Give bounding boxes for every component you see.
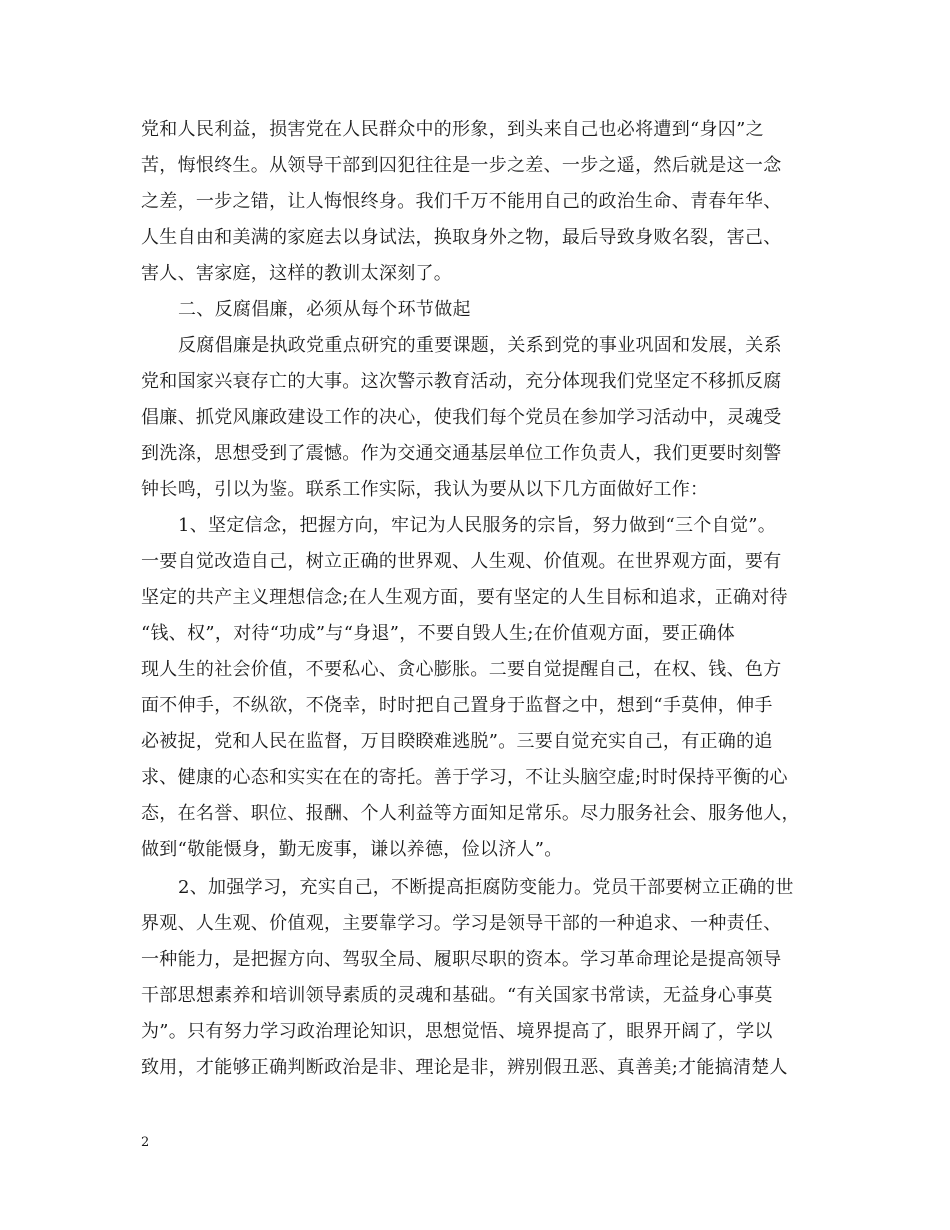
body-text-line: 态，在名誉、职位、报酬、个人利益等方面知足常乐。尽力服务社会、服务他人，	[141, 803, 800, 824]
body-text-line: 害人、害家庭，这样的教训太深刻了。	[141, 263, 453, 284]
body-text-line: 面不伸手，不纵欲，不侥幸，时时把自己置身于监督之中，想到“手莫伸，伸手	[141, 695, 773, 716]
body-text-line: 党和国家兴衰存亡的大事。这次警示教育活动，充分体现我们党坚定不移抓反腐	[141, 371, 782, 392]
body-text-line: 1、坚定信念，把握方向，牢记为人民服务的宗旨，努力做到“三个自觉”。	[178, 515, 777, 536]
body-text-line: 现人生的社会价值，不要私心、贪心膨胀。二要自觉提醒自己，在权、钱、色方	[141, 659, 782, 680]
body-text-line: 做到“敬能慑身，勤无废事，谦以养德，俭以济人”。	[141, 839, 563, 860]
body-text-line: 求、健康的心态和实实在在的寄托。善于学习，不让头脑空虚;时时保持平衡的心	[141, 767, 788, 788]
body-text-line: 致用，才能够正确判断政治是非、理论是非，辨别假丑恶、真善美;才能搞清楚人	[141, 1057, 788, 1078]
body-text-line: 界观、人生观、价值观，主要靠学习。学习是领导干部的一种追求、一种责任、	[141, 913, 782, 934]
body-text-line: 必被捉，党和人民在监督，万目睽睽难逃脱”。三要自觉充实自己，有正确的追	[141, 731, 773, 752]
body-text-line: 倡廉、抓党风廉政建设工作的决心，使我们每个党员在参加学习活动中，灵魂受	[141, 407, 782, 428]
body-text-line: 反腐倡廉是执政党重点研究的重要课题，关系到党的事业巩固和发展，关系	[178, 335, 782, 356]
body-text-line: 到洗涤，思想受到了震憾。作为交通交通基层单位工作负责人，我们更要时刻警	[141, 443, 782, 464]
section-heading: 二、反腐倡廉，必须从每个环节做起	[178, 299, 471, 320]
page-number: 2	[141, 1135, 150, 1150]
body-text-line: 干部思想素养和培训领导素质的灵魂和基础。“有关国家书常读，无益身心事莫	[141, 985, 773, 1006]
body-text-line: 坚定的共产主义理想信念;在人生观方面，要有坚定的人生目标和追求，正确对待	[141, 587, 788, 608]
body-text-line: 党和人民利益，损害党在人民群众中的形象，到头来自己也必将遭到“身囚”之	[141, 119, 764, 140]
body-text-line: 2、加强学习，充实自己，不断提高拒腐防变能力。党员干部要树立正确的世	[178, 877, 794, 898]
body-text-line: 之差，一步之错，让人悔恨终身。我们千万不能用自己的政治生命、青春年华、	[141, 191, 782, 212]
body-text-line: 一要自觉改造自己，树立正确的世界观、人生观、价值观。在世界观方面，要有	[141, 551, 782, 572]
body-text-line: 为”。只有努力学习政治理论知识，思想觉悟、境界提高了，眼界开阔了，学以	[141, 1021, 773, 1042]
body-text-line: 人生自由和美满的家庭去以身试法，换取身外之物，最后导致身败名裂，害己、	[141, 227, 782, 248]
body-text-line: 钟长鸣，引以为鉴。联系工作实际，我认为要从以下几方面做好工作：	[141, 479, 709, 500]
body-text-line: 一种能力，是把握方向、驾驭全局、履职尽职的资本。学习革命理论是提高领导	[141, 949, 782, 970]
body-text-line: “钱、权”，对待“功成”与“身退”，不要自毁人生;在价值观方面，要正确体	[141, 623, 736, 644]
body-text-line: 苦，悔恨终生。从领导干部到囚犯往往是一步之差、一步之遥，然后就是这一念	[141, 155, 782, 176]
